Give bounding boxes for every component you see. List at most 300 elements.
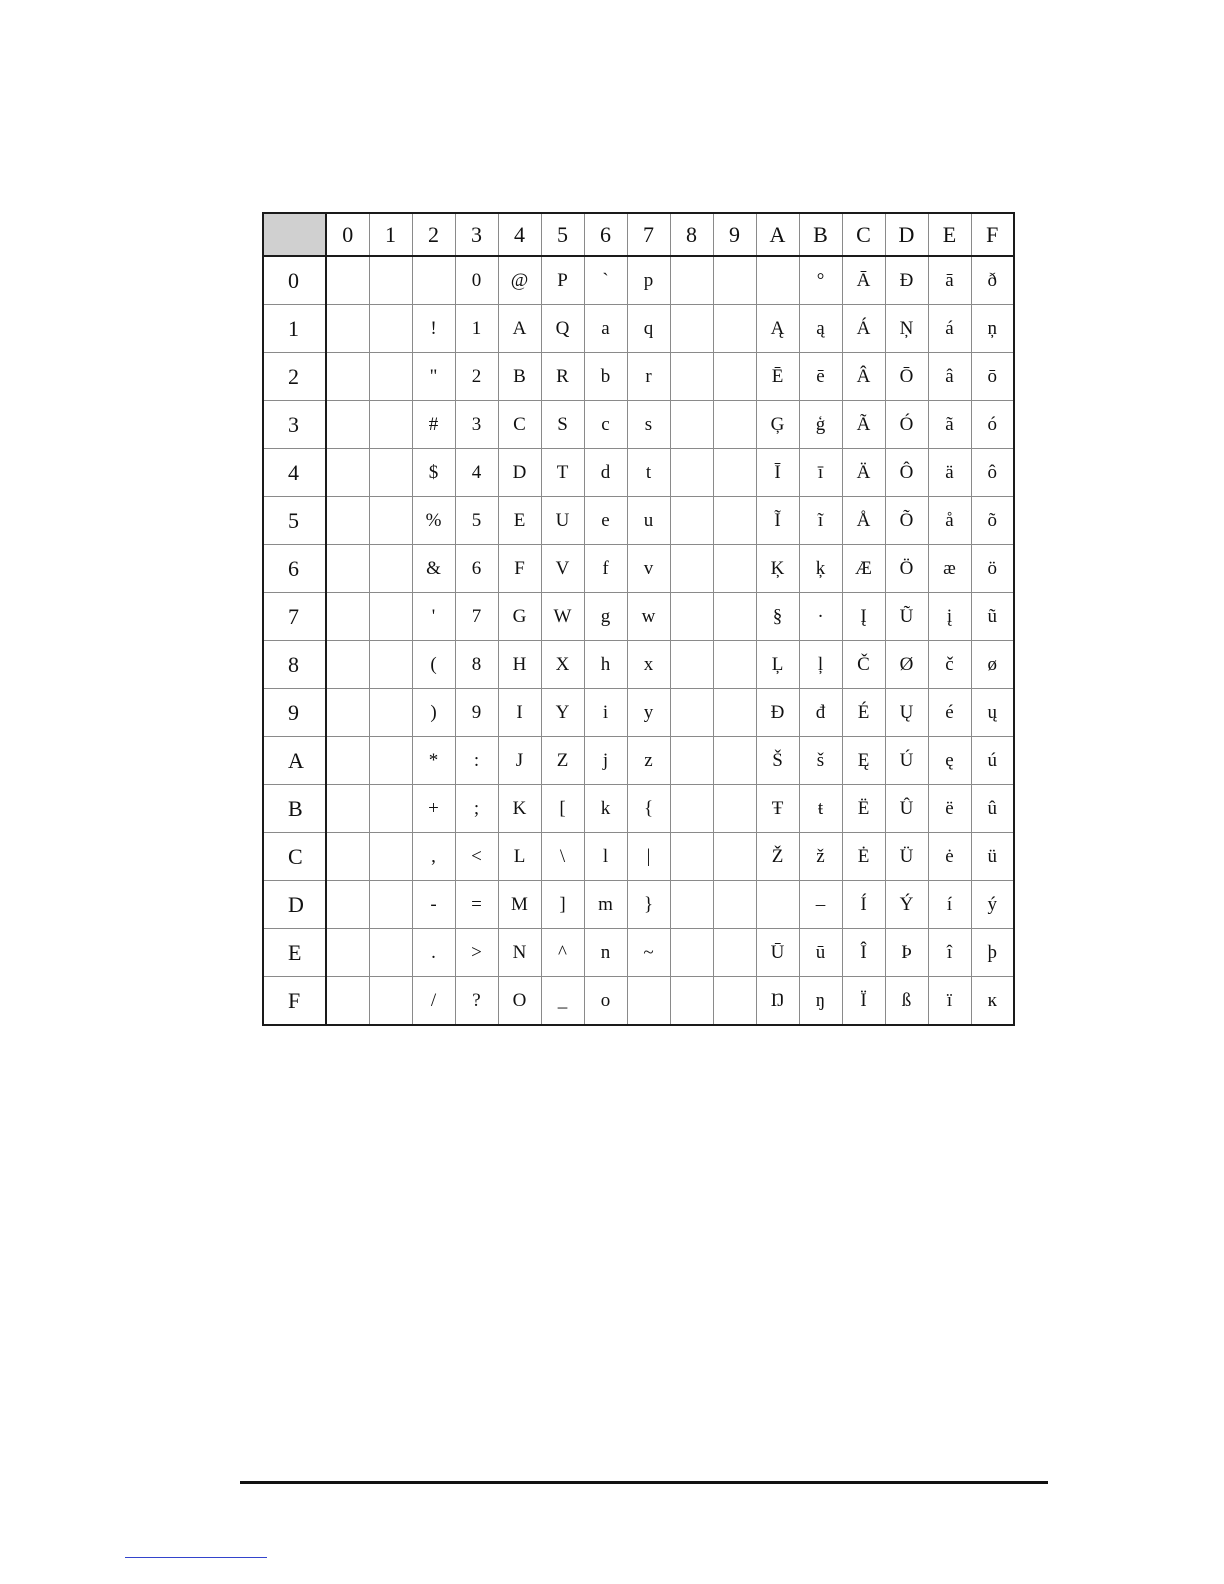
table-cell: k: [584, 785, 627, 833]
table-cell: [670, 305, 713, 353]
table-cell: ": [412, 353, 455, 401]
table-cell: ô: [971, 449, 1014, 497]
table-cell: [369, 641, 412, 689]
table-cell: /: [412, 977, 455, 1026]
table-cell: û: [971, 785, 1014, 833]
table-cell: [326, 353, 369, 401]
table-cell: S: [541, 401, 584, 449]
table-cell: ā: [928, 256, 971, 305]
table-cell: Č: [842, 641, 885, 689]
table-cell: U: [541, 497, 584, 545]
row-header: F: [263, 977, 326, 1026]
table-cell: [713, 497, 756, 545]
column-header: 5: [541, 213, 584, 256]
table-cell: [670, 401, 713, 449]
table-cell: 4: [455, 449, 498, 497]
table-cell: Ļ: [756, 641, 799, 689]
table-cell: o: [584, 977, 627, 1026]
table-cell: [326, 497, 369, 545]
table-cell: š: [799, 737, 842, 785]
table-cell: O: [498, 977, 541, 1026]
table-cell: E: [498, 497, 541, 545]
row-header: 8: [263, 641, 326, 689]
row-header: 4: [263, 449, 326, 497]
table-cell: ü: [971, 833, 1014, 881]
table-cell: Š: [756, 737, 799, 785]
table-cell: [713, 256, 756, 305]
table-row: [263, 929, 1014, 977]
table-cell: |: [627, 833, 670, 881]
table-cell: [369, 689, 412, 737]
table-row: [263, 737, 1014, 785]
column-header: 6: [584, 213, 627, 256]
table-cell: [670, 449, 713, 497]
table-cell: [326, 689, 369, 737]
row-header: D: [263, 881, 326, 929]
table-cell: ŧ: [799, 785, 842, 833]
column-header-row: [263, 213, 1014, 256]
table-cell: [326, 785, 369, 833]
table-cell: [670, 833, 713, 881]
table-cell: [713, 977, 756, 1026]
table-cell: .: [412, 929, 455, 977]
table-cell: ^: [541, 929, 584, 977]
table-cell: g: [584, 593, 627, 641]
row-header: 3: [263, 401, 326, 449]
table-cell: î: [928, 929, 971, 977]
table-cell: [713, 737, 756, 785]
table-cell: J: [498, 737, 541, 785]
table-cell: Đ: [756, 689, 799, 737]
table-cell: [756, 881, 799, 929]
table-cell: [369, 401, 412, 449]
table-row: [263, 353, 1014, 401]
table-cell: 0: [455, 256, 498, 305]
table-cell: [369, 737, 412, 785]
table-cell: É: [842, 689, 885, 737]
table-cell: ;: [455, 785, 498, 833]
table-cell: ĩ: [799, 497, 842, 545]
table-cell: v: [627, 545, 670, 593]
table-cell: Õ: [885, 497, 928, 545]
table-cell: ë: [928, 785, 971, 833]
table-row: [263, 881, 1014, 929]
table-cell: -: [412, 881, 455, 929]
table-cell: M: [498, 881, 541, 929]
table-cell: c: [584, 401, 627, 449]
table-cell: Ü: [885, 833, 928, 881]
table-cell: [326, 305, 369, 353]
table-cell: Ú: [885, 737, 928, 785]
table-cell: Ï: [842, 977, 885, 1026]
table-cell: ķ: [799, 545, 842, 593]
table-cell: (: [412, 641, 455, 689]
table-cell: ō: [971, 353, 1014, 401]
table-row: [263, 545, 1014, 593]
table-cell: :: [455, 737, 498, 785]
table-cell: [670, 977, 713, 1026]
column-header: C: [842, 213, 885, 256]
table-cell: a: [584, 305, 627, 353]
table-cell: Ë: [842, 785, 885, 833]
table-cell: T: [541, 449, 584, 497]
table-cell: V: [541, 545, 584, 593]
table-cell: á: [928, 305, 971, 353]
column-header: 9: [713, 213, 756, 256]
column-header: A: [756, 213, 799, 256]
table-cell: `: [584, 256, 627, 305]
table-cell: 3: [455, 401, 498, 449]
table-cell: Ž: [756, 833, 799, 881]
table-cell: [369, 449, 412, 497]
table-cell: f: [584, 545, 627, 593]
table-corner-cell: [263, 213, 326, 256]
table-cell: Ņ: [885, 305, 928, 353]
table-cell: ,: [412, 833, 455, 881]
table-cell: ú: [971, 737, 1014, 785]
table-cell: Ā: [842, 256, 885, 305]
table-cell: Ų: [885, 689, 928, 737]
table-cell: N: [498, 929, 541, 977]
table-cell: ä: [928, 449, 971, 497]
table-row: [263, 256, 1014, 305]
table-cell: {: [627, 785, 670, 833]
table-row: [263, 497, 1014, 545]
table-cell: [670, 593, 713, 641]
table-cell: æ: [928, 545, 971, 593]
row-header: 2: [263, 353, 326, 401]
table-cell: F: [498, 545, 541, 593]
table-cell: A: [498, 305, 541, 353]
table-cell: Í: [842, 881, 885, 929]
table-cell: ĸ: [971, 977, 1014, 1026]
table-cell: ]: [541, 881, 584, 929]
table-cell: K: [498, 785, 541, 833]
table-cell: Ö: [885, 545, 928, 593]
table-cell: ą: [799, 305, 842, 353]
table-cell: ß: [885, 977, 928, 1026]
row-header: 6: [263, 545, 326, 593]
table-cell: ė: [928, 833, 971, 881]
table-cell: í: [928, 881, 971, 929]
table-body: [263, 256, 1014, 1025]
table-cell: [670, 689, 713, 737]
table-cell: p: [627, 256, 670, 305]
table-cell: 1: [455, 305, 498, 353]
table-cell: [: [541, 785, 584, 833]
table-cell: –: [799, 881, 842, 929]
table-cell: Ø: [885, 641, 928, 689]
table-cell: Ī: [756, 449, 799, 497]
table-cell: Ŧ: [756, 785, 799, 833]
table-row: [263, 785, 1014, 833]
table-cell: ņ: [971, 305, 1014, 353]
column-header: 4: [498, 213, 541, 256]
table-cell: [326, 881, 369, 929]
table-cell: [326, 929, 369, 977]
table-cell: G: [498, 593, 541, 641]
table-cell: [670, 737, 713, 785]
table-cell: ã: [928, 401, 971, 449]
table-cell: [326, 737, 369, 785]
table-cell: n: [584, 929, 627, 977]
table-cell: Î: [842, 929, 885, 977]
table-cell: [369, 977, 412, 1026]
table-cell: b: [584, 353, 627, 401]
table-cell: [713, 545, 756, 593]
footer-rule: [240, 1481, 1048, 1484]
table-cell: Ō: [885, 353, 928, 401]
table-cell: I: [498, 689, 541, 737]
table-cell: H: [498, 641, 541, 689]
table-cell: Ó: [885, 401, 928, 449]
table-row: [263, 977, 1014, 1026]
table-cell: [713, 689, 756, 737]
table-cell: x: [627, 641, 670, 689]
table-row: [263, 401, 1014, 449]
table-cell: 6: [455, 545, 498, 593]
table-cell: &: [412, 545, 455, 593]
table-cell: i: [584, 689, 627, 737]
character-code-table: [262, 212, 1015, 1026]
table-cell: j: [584, 737, 627, 785]
table-cell: Á: [842, 305, 885, 353]
table-cell: #: [412, 401, 455, 449]
row-header: C: [263, 833, 326, 881]
table-cell: [326, 449, 369, 497]
row-header: 7: [263, 593, 326, 641]
table-cell: Å: [842, 497, 885, 545]
column-header: D: [885, 213, 928, 256]
table-cell: [369, 881, 412, 929]
table-cell: Ĩ: [756, 497, 799, 545]
table-cell: s: [627, 401, 670, 449]
table-cell: ~: [627, 929, 670, 977]
table-cell: [369, 785, 412, 833]
table-cell: m: [584, 881, 627, 929]
table-cell: z: [627, 737, 670, 785]
table-cell: [326, 593, 369, 641]
table-cell: §: [756, 593, 799, 641]
table-cell: [670, 785, 713, 833]
column-header: 2: [412, 213, 455, 256]
column-header: 3: [455, 213, 498, 256]
table-row: [263, 641, 1014, 689]
table-cell: W: [541, 593, 584, 641]
table-cell: [326, 401, 369, 449]
table-cell: Q: [541, 305, 584, 353]
table-cell: }: [627, 881, 670, 929]
column-header: 7: [627, 213, 670, 256]
table-cell: ũ: [971, 593, 1014, 641]
table-cell: [713, 593, 756, 641]
table-cell: ': [412, 593, 455, 641]
table-cell: ð: [971, 256, 1014, 305]
table-cell: [326, 977, 369, 1026]
column-header: F: [971, 213, 1014, 256]
table-cell: [670, 929, 713, 977]
table-cell: °: [799, 256, 842, 305]
table-cell: [369, 353, 412, 401]
row-header: 0: [263, 256, 326, 305]
table-cell: Ã: [842, 401, 885, 449]
row-header: 9: [263, 689, 326, 737]
table-cell: Ė: [842, 833, 885, 881]
row-header: E: [263, 929, 326, 977]
table-cell: ŋ: [799, 977, 842, 1026]
column-header: 8: [670, 213, 713, 256]
table-cell: *: [412, 737, 455, 785]
table-cell: 5: [455, 497, 498, 545]
table-cell: D: [498, 449, 541, 497]
table-cell: e: [584, 497, 627, 545]
table-cell: ę: [928, 737, 971, 785]
table-cell: į: [928, 593, 971, 641]
table-cell: þ: [971, 929, 1014, 977]
table-cell: ö: [971, 545, 1014, 593]
table-cell: ī: [799, 449, 842, 497]
table-cell: [713, 833, 756, 881]
table-cell: d: [584, 449, 627, 497]
table-row: [263, 449, 1014, 497]
table-cell: ē: [799, 353, 842, 401]
table-cell: ·: [799, 593, 842, 641]
table-row: [263, 833, 1014, 881]
table-cell: ģ: [799, 401, 842, 449]
table-cell: [756, 256, 799, 305]
table-cell: =: [455, 881, 498, 929]
table-cell: [713, 929, 756, 977]
table-row: [263, 305, 1014, 353]
table-cell: č: [928, 641, 971, 689]
table-cell: l: [584, 833, 627, 881]
table-cell: >: [455, 929, 498, 977]
table-cell: [369, 545, 412, 593]
table-cell: [713, 641, 756, 689]
table-cell: õ: [971, 497, 1014, 545]
table-cell: [326, 545, 369, 593]
table-row: [263, 689, 1014, 737]
table-cell: Ý: [885, 881, 928, 929]
table-cell: 8: [455, 641, 498, 689]
row-header: A: [263, 737, 326, 785]
table-cell: u: [627, 497, 670, 545]
table-cell: [713, 305, 756, 353]
table-cell: X: [541, 641, 584, 689]
table-cell: [369, 929, 412, 977]
column-header: B: [799, 213, 842, 256]
table-cell: P: [541, 256, 584, 305]
table-cell: ž: [799, 833, 842, 881]
table-cell: Y: [541, 689, 584, 737]
table-cell: C: [498, 401, 541, 449]
table-cell: L: [498, 833, 541, 881]
table-cell: ø: [971, 641, 1014, 689]
table-cell: [326, 641, 369, 689]
table-cell: ų: [971, 689, 1014, 737]
table-cell: Ķ: [756, 545, 799, 593]
table-cell: +: [412, 785, 455, 833]
table-cell: â: [928, 353, 971, 401]
table-cell: Ũ: [885, 593, 928, 641]
table-cell: Ŋ: [756, 977, 799, 1026]
table-cell: [326, 833, 369, 881]
table-cell: Â: [842, 353, 885, 401]
table-cell: Ę: [842, 737, 885, 785]
table-cell: Ô: [885, 449, 928, 497]
table-cell: 9: [455, 689, 498, 737]
row-header: 1: [263, 305, 326, 353]
table-cell: [326, 256, 369, 305]
table-cell: [369, 833, 412, 881]
table-cell: [369, 593, 412, 641]
row-header: 5: [263, 497, 326, 545]
table-cell: y: [627, 689, 670, 737]
table-cell: R: [541, 353, 584, 401]
table-cell: t: [627, 449, 670, 497]
table-cell: !: [412, 305, 455, 353]
table-cell: r: [627, 353, 670, 401]
table-cell: [670, 641, 713, 689]
table-cell: 2: [455, 353, 498, 401]
table-cell: å: [928, 497, 971, 545]
table-cell: [369, 256, 412, 305]
table-cell: Ą: [756, 305, 799, 353]
footnote-rule: [125, 1557, 267, 1558]
table-cell: @: [498, 256, 541, 305]
table-cell: [670, 353, 713, 401]
table-cell: Þ: [885, 929, 928, 977]
table-cell: Ū: [756, 929, 799, 977]
table-cell: [713, 881, 756, 929]
row-header: B: [263, 785, 326, 833]
table-cell: [627, 977, 670, 1026]
table-cell: ï: [928, 977, 971, 1026]
table-cell: ): [412, 689, 455, 737]
table-cell: ?: [455, 977, 498, 1026]
table-cell: [369, 497, 412, 545]
table-cell: 7: [455, 593, 498, 641]
table-cell: _: [541, 977, 584, 1026]
table-cell: Ē: [756, 353, 799, 401]
table-cell: Į: [842, 593, 885, 641]
table-cell: [713, 785, 756, 833]
table-cell: [369, 305, 412, 353]
table-cell: ļ: [799, 641, 842, 689]
table-cell: %: [412, 497, 455, 545]
table-cell: $: [412, 449, 455, 497]
column-header: 0: [326, 213, 369, 256]
table-cell: q: [627, 305, 670, 353]
table-cell: ý: [971, 881, 1014, 929]
column-header: 1: [369, 213, 412, 256]
table-row: [263, 593, 1014, 641]
table-cell: [713, 353, 756, 401]
table-cell: [713, 449, 756, 497]
table-cell: Z: [541, 737, 584, 785]
table-cell: <: [455, 833, 498, 881]
table-cell: [713, 401, 756, 449]
table-cell: é: [928, 689, 971, 737]
table-cell: w: [627, 593, 670, 641]
table-cell: [670, 256, 713, 305]
table-cell: Æ: [842, 545, 885, 593]
table-cell: ó: [971, 401, 1014, 449]
table-cell: [412, 256, 455, 305]
table-cell: [670, 497, 713, 545]
table-cell: [670, 545, 713, 593]
table-cell: Ä: [842, 449, 885, 497]
